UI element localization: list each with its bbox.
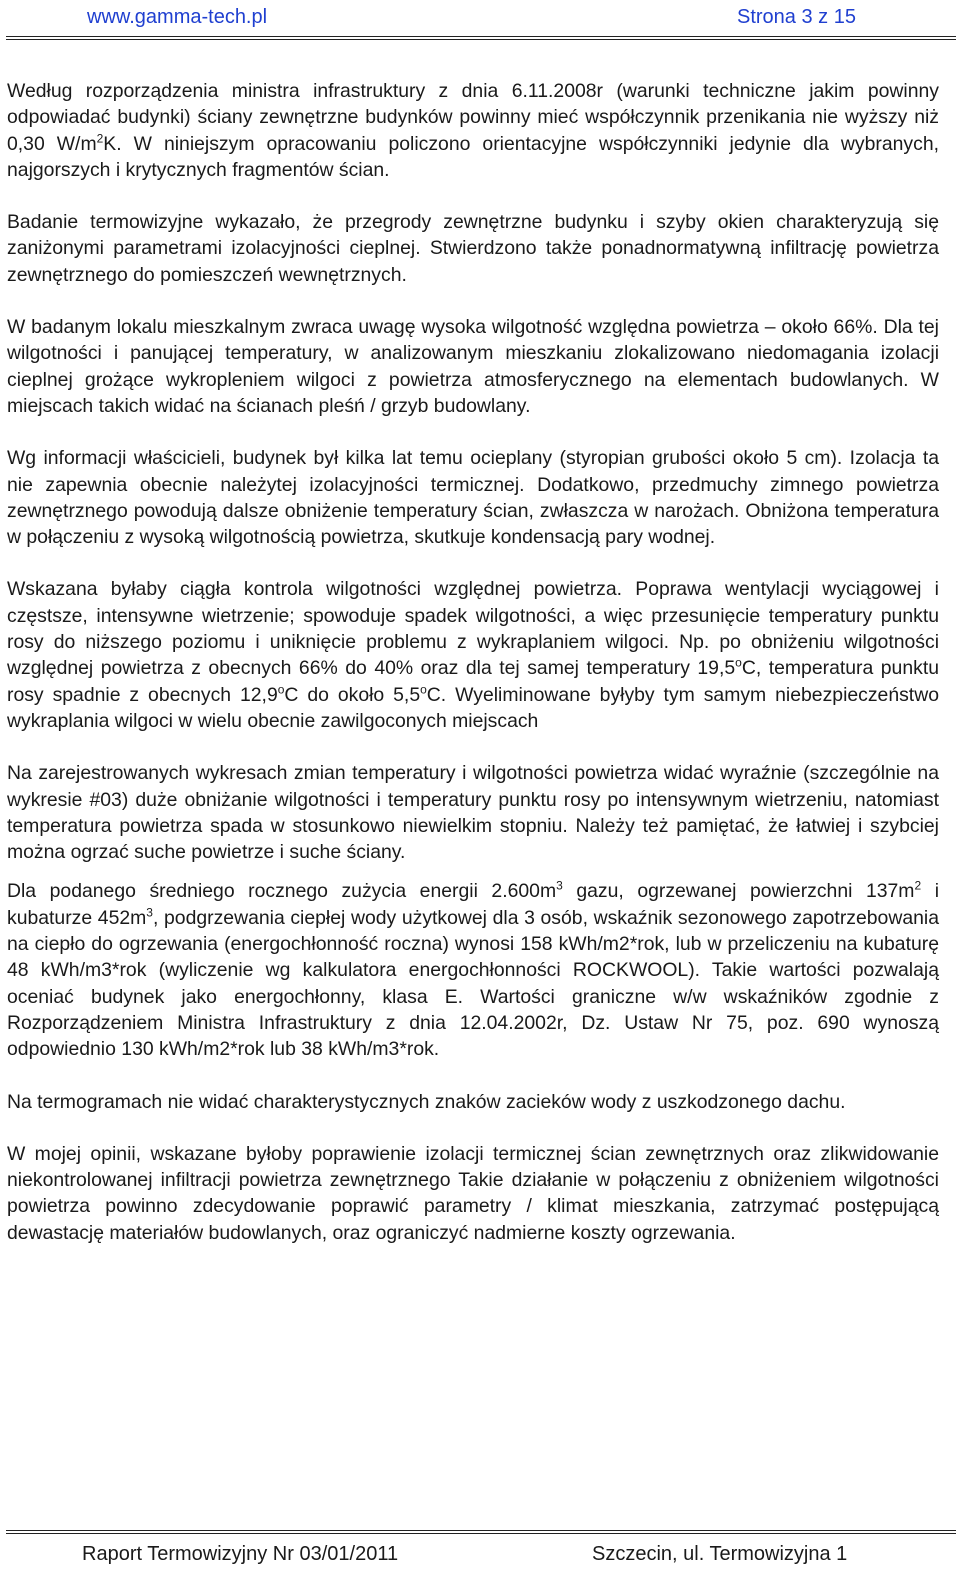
document-body [7,78,939,1246]
page-header [0,4,960,38]
paragraph-charts: Na zarejestrowanych wykresach zmian temperatury i wilgotności powietrza widać wyraźnie (szczególnie na wykresie #03) duże obniżanie wilgotności i temperatury punktu rosy po intensywnym wietrzeniu, natomiast temperatura powietrza spada w stosunkowo niewielkim stopniu. Należy też pamiętać, że łatwiej i szybciej można ogrzać suche powietrze i suche ściany. [7,762,939,864]
paragraph-insulation: Wg informacji właścicieli, budynek był kilka lat temu ocieplany (styropian grubości około 5 cm). Izolacja ta nie zapewnia obecnie należytej izolacyjności termicznej. Dodatkowo, przedmuchy zimnego powietrza zewnętrznego powodują dalsze obniżenie temperatury ścian, zwłaszcza w narożach. Obniżona temperatura w połączeniu z wysoką wilgotnością powietrza, skutkuje kondensacją pary wodnej. [7,447,939,549]
paragraph-energy: Dla podanego średniego rocznego zużycia energii $2.600m^3$ gazu, ogrzewanej powierzchni $137m^2$ i kubaturze $452m^3$, podgrzewania ciepłej wody użytkowej dla 3 osób, wskaźnik sezonowego zapotrzebowania na ciepło do ogrzewania (energochłonność roczna) wynosi 158 kWh/m2*rok, lub w przeliczeniu na kubaturę 48 kWh/m3*rok (wyliczenie wg kalkulatora energochłonności ROCKWOOL). Takie wartości pozwalają oceniać budynek jako energochłonny, klasa E. Wartości graniczne w/w wskaźników zgodnie z Rozporządzeniem Ministra Infrastruktury z dnia 12.04.2002r, Dz. Ustaw Nr 75, poz. 690 wynoszą odpowiednio 130 kWh/m2*rok lub 38 kWh/m3*rok. [7,878,940,1061]
footer-divider [6,1530,956,1534]
page-number: Strona 3 z 15 [737,6,856,28]
report-number: Raport Termowizyjny Nr 03/01/2011 [82,1543,399,1565]
paragraph-thermal-findings: Badanie termowizyjne wykazało, że przegrody zewnętrzne budynku i szyby okien charakteryzują się zaniżonymi parametrami izolacyjności cieplnej. Stwierdzono także ponadnormatywną infiltrację powietrza zewnętrznego do pomieszczeń wewnętrznych. [7,211,939,286]
website-link[interactable]: www.gamma-tech.pl [87,6,268,28]
paragraph-humidity: W badanym lokalu mieszkalnym zwraca uwagę wysoka wilgotność względna powietrza – około 66%. Dla tej wilgotności i panującej temperatury, w analizowanym mieszkaniu zlokalizowano niedomagania izolacji cieplnej grożące wykropleniem wilgoci z powietrza atmosferycznego na elementach budowlanych. W miejscach takich widać na ścianach pleśń / grzyb budowlany. [7,316,939,417]
paragraph-opinion: W mojej opinii, wskazane byłoby poprawienie izolacji termicznej ścian zewnętrznych oraz zlikwidowanie niekontrolowanej infiltracji powietrza zewnętrznego Takie działanie w połączeniu z obniżeniem wilgotności powietrza powinno zdecydowanie poprawić parametry / klimat mieszkania, zatrzymać postępującą dewastację materiałów budowlanych, oraz ograniczyć nadmierne koszty ogrzewania. [7,1142,939,1244]
header-divider [6,36,956,40]
paragraph-ventilation: Wskazana byłaby ciągła kontrola wilgotności względnej powietrza. Poprawa wentylacji wyciągowej i częstsze, intensywne wietrzenie; spowoduje spadek wilgotności, a więc przesunięcie temperatury punktu rosy do niższego poziomu i uniknięcie problemu z wykraplaniem wilgoci. Np. po obniżeniu wilgotności względnej powietrza z obecnych 66% do 40% oraz dla tej samej temperatury 19,5$^o$C, temperatura punktu rosy spadnie z obecnych 12,9$^o$C do około 5,5$^o$C. Wyeliminowane byłyby tym samym niebezpieczeństwo wykraplania wilgoci w wielu obecnie zawilgoconych miejscach [7,578,939,732]
report-address: Szczecin, ul. Termowizyjna 1 [592,1543,848,1565]
paragraph-regulation: Według rozporządzenia ministra infrastruktury z dnia 6.11.2008r (warunki techniczne jakim powinny odpowiadać budynki) ściany zewnętrzne budynków powinny mieć współczynnik przenikania nie wyższy niż 0,30 $W/m^2K$. W niniejszym opracowaniu policzono orientacyjne współczynniki jedynie dla wybranych, najgorszych i krytycznych fragmentów ścian. [7,80,939,181]
paragraph-roof: Na termogramach nie widać charakterystycznych znaków zacieków wody z uszkodzonego dachu. [7,1090,846,1113]
